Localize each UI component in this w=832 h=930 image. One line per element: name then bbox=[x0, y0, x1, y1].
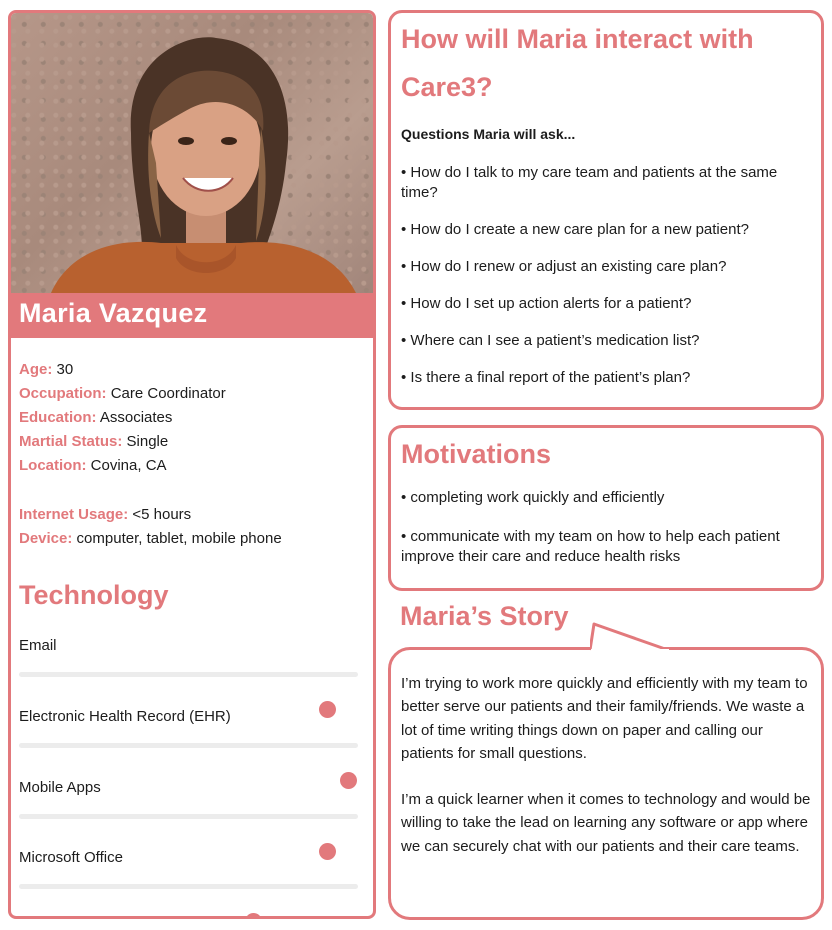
fact-marital-status: Martial Status: Single bbox=[19, 433, 169, 450]
profile-card bbox=[8, 10, 376, 919]
skill-track bbox=[19, 884, 358, 889]
questions-list bbox=[401, 163, 816, 405]
portrait-illustration bbox=[11, 13, 373, 293]
skill-label: Mobile Apps bbox=[19, 779, 101, 796]
motivations-title: Motivations bbox=[401, 439, 552, 469]
interaction-card bbox=[388, 10, 824, 410]
list-item: • communicate with my team on how to help each patient improve their care and reduce health risks bbox=[401, 528, 780, 565]
persona-name: Maria Vazquez bbox=[19, 298, 208, 328]
motivations-list bbox=[401, 488, 816, 586]
fact-education: Education: Associates bbox=[19, 409, 173, 426]
skill-mobile-apps bbox=[19, 779, 364, 829]
list-item: • How do I set up action alerts for a patient? bbox=[401, 295, 692, 312]
speech-bubble-tail bbox=[590, 618, 670, 652]
fact-device: Device: computer, tablet, mobile phone bbox=[19, 530, 282, 547]
fact-location: Location: Covina, CA bbox=[19, 457, 167, 474]
skill-label: Microsoft Office bbox=[19, 849, 123, 866]
story-paragraph: I’m trying to work more quickly and efficiently with my team to better serve our patients and their family/friends. We waste a lot of time writing things down on paper and calling our patients for small questions. bbox=[401, 675, 808, 762]
list-item: • How do I create a new care plan for a new patient? bbox=[401, 221, 749, 238]
motivations-card bbox=[388, 425, 824, 591]
persona-facts bbox=[19, 358, 369, 551]
technology-title: Technology bbox=[19, 580, 169, 610]
list-item: • Is there a final report of the patient’s plan? bbox=[401, 369, 691, 386]
skill-track bbox=[19, 672, 358, 677]
story-paragraph: I’m a quick learner when it comes to technology and would be willing to take the lead on learning any software or app where we can securely chat with our patients and their care teams. bbox=[401, 791, 811, 855]
skill-ehr bbox=[19, 708, 364, 758]
list-item: • How do I renew or adjust an existing care plan? bbox=[401, 258, 727, 275]
skill-email bbox=[19, 637, 364, 687]
profile-photo bbox=[11, 13, 373, 293]
skill-track bbox=[19, 743, 358, 748]
skill-microsoft-office bbox=[19, 849, 364, 899]
fact-age: Age: 30 bbox=[19, 361, 74, 378]
list-item: • Where can I see a patient’s medication list? bbox=[401, 332, 700, 349]
story-bubble bbox=[388, 647, 824, 920]
name-banner bbox=[11, 293, 373, 338]
story-text bbox=[401, 672, 816, 881]
fact-internet-usage: Internet Usage: <5 hours bbox=[19, 506, 192, 523]
list-item: • How do I talk to my care team and patients at the same time? bbox=[401, 164, 778, 201]
skill-track bbox=[19, 814, 358, 819]
skill-label: Email bbox=[19, 637, 57, 654]
skill-level-knob bbox=[245, 913, 262, 919]
fact-occupation: Occupation: Care Coordinator bbox=[19, 385, 226, 402]
interaction-title: How will Maria interact with Care3? bbox=[401, 24, 754, 102]
list-item: • completing work quickly and efficiently bbox=[401, 489, 665, 506]
story-title: Maria’s Story bbox=[400, 601, 569, 631]
skill-label: Electronic Health Record (EHR) bbox=[19, 708, 231, 725]
questions-heading: Questions Maria will ask... bbox=[401, 126, 576, 142]
